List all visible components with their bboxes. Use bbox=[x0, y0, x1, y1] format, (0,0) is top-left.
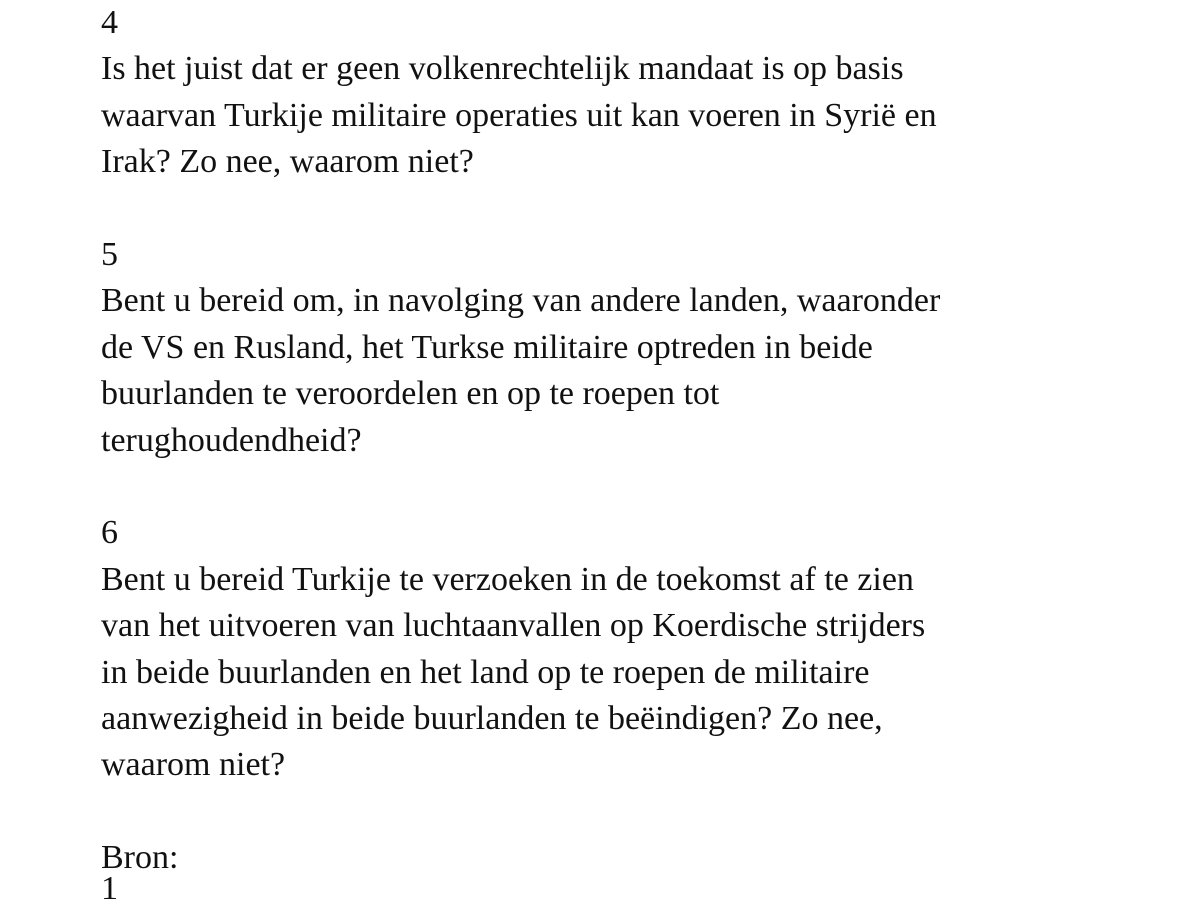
document-page bbox=[101, 0, 1161, 882]
paragraph-spacer bbox=[101, 186, 1161, 232]
question-text-line: buurlanden te veroordelen en op te roepen tot bbox=[101, 375, 720, 413]
question-6 bbox=[101, 510, 1161, 788]
question-number: 6 bbox=[101, 514, 118, 552]
question-5 bbox=[101, 232, 1161, 464]
source-label: Bron: bbox=[101, 839, 179, 877]
question-text-line: terughoudendheid? bbox=[101, 421, 362, 459]
question-text-line: Bent u bereid Turkije te verzoeken in de toekomst af te zien bbox=[101, 560, 914, 598]
source-section bbox=[101, 835, 1161, 881]
question-4 bbox=[101, 0, 1161, 186]
question-number: 4 bbox=[101, 4, 118, 41]
question-number: 5 bbox=[101, 236, 118, 274]
question-text-line: Bent u bereid om, in navolging van andere landen, waaronder bbox=[101, 282, 941, 320]
question-text-line: van het uitvoeren van luchtaanvallen op Koerdische strijders bbox=[101, 607, 926, 645]
question-text-line: Is het juist dat er geen volkenrechtelijk mandaat is op basis bbox=[101, 50, 904, 88]
question-text-line: Irak? Zo nee, waarom niet? bbox=[101, 143, 474, 181]
question-text-line: in beide buurlanden en het land op te roepen de militaire bbox=[101, 653, 870, 691]
question-text-line: de VS en Rusland, het Turkse militaire optreden in beide bbox=[101, 328, 873, 366]
paragraph-spacer bbox=[101, 464, 1161, 510]
footnote-number: 1 bbox=[101, 870, 118, 907]
paragraph-spacer bbox=[101, 789, 1161, 835]
question-text-line: aanwezigheid in beide buurlanden te beëindigen? Zo nee, bbox=[101, 700, 883, 738]
question-text-line: waarvan Turkije militaire operaties uit kan voeren in Syrië en bbox=[101, 96, 937, 134]
question-text-line: waarom niet? bbox=[101, 746, 286, 784]
